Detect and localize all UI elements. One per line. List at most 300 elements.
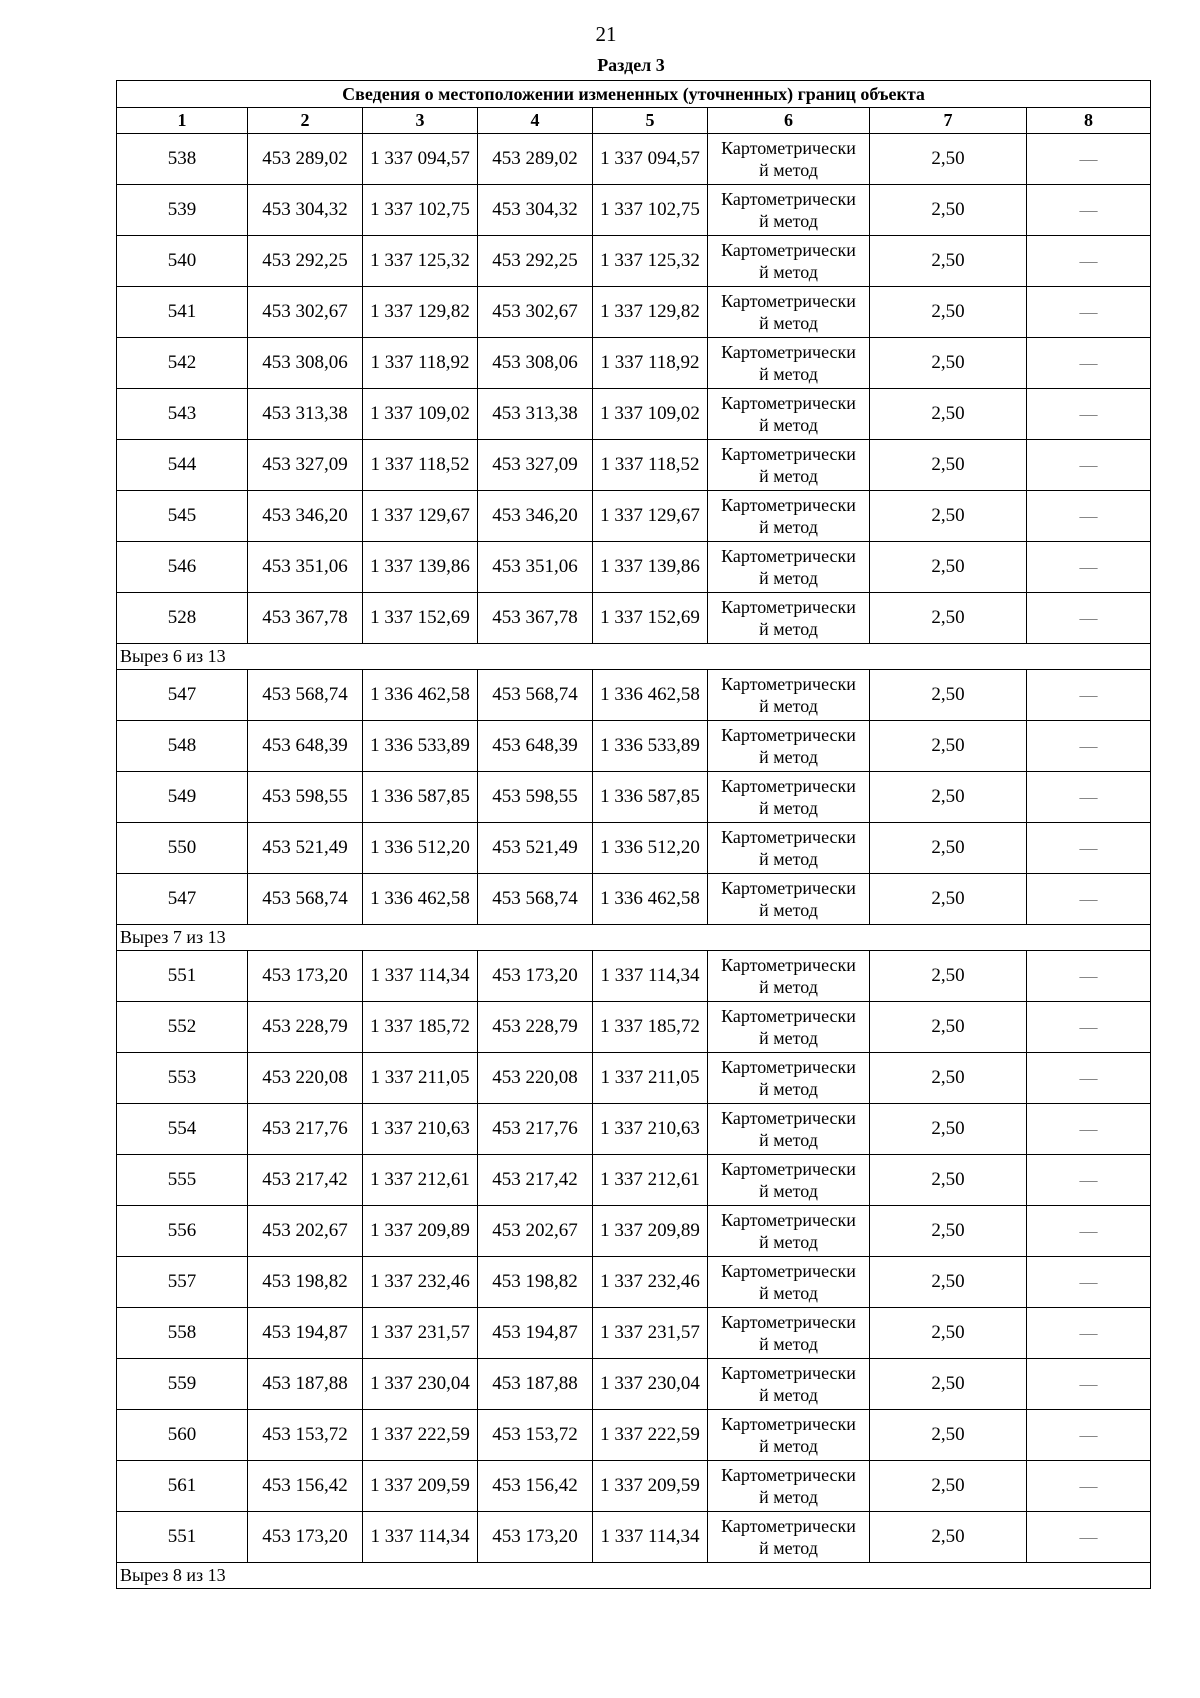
table-row <box>117 593 1151 644</box>
existing-y-cell: 1 337 209,59 <box>363 1461 478 1512</box>
point-number-cell: 555 <box>117 1155 248 1206</box>
existing-y-cell: 1 337 102,75 <box>363 185 478 236</box>
refined-y-cell: 1 337 212,61 <box>593 1155 708 1206</box>
existing-y-cell: 1 337 211,05 <box>363 1053 478 1104</box>
refined-y-cell: 1 337 209,59 <box>593 1461 708 1512</box>
refined-y-cell: 1 336 533,89 <box>593 721 708 772</box>
point-number-cell: 553 <box>117 1053 248 1104</box>
method-cell <box>708 287 870 338</box>
method-cell <box>708 1257 870 1308</box>
existing-x-cell: 453 568,74 <box>248 670 363 721</box>
accuracy-cell: 2,50 <box>870 951 1027 1002</box>
note-cell: — <box>1027 1002 1151 1053</box>
refined-y-cell: 1 337 232,46 <box>593 1257 708 1308</box>
method-line-1: Картометрически <box>721 1465 856 1485</box>
table-row <box>117 1053 1151 1104</box>
existing-x-cell: 453 304,32 <box>248 185 363 236</box>
point-number-cell: 559 <box>117 1359 248 1410</box>
existing-y-cell: 1 337 139,86 <box>363 542 478 593</box>
accuracy-cell: 2,50 <box>870 1461 1027 1512</box>
note-cell: — <box>1027 287 1151 338</box>
point-number-cell: 545 <box>117 491 248 542</box>
method-line-2: й метод <box>759 1487 818 1507</box>
method-cell <box>708 440 870 491</box>
method-line-2: й метод <box>759 696 818 716</box>
note-cell: — <box>1027 440 1151 491</box>
method-cell <box>708 491 870 542</box>
column-number: 8 <box>1027 108 1151 134</box>
method-line-1: Картометрически <box>721 1210 856 1230</box>
refined-x-cell: 453 302,67 <box>478 287 593 338</box>
refined-x-cell: 453 346,20 <box>478 491 593 542</box>
method-line-1: Картометрически <box>721 342 856 362</box>
method-line-2: й метод <box>759 1079 818 1099</box>
table-row <box>117 1257 1151 1308</box>
existing-x-cell: 453 156,42 <box>248 1461 363 1512</box>
method-line-2: й метод <box>759 1232 818 1252</box>
accuracy-cell: 2,50 <box>870 542 1027 593</box>
point-number-cell: 552 <box>117 1002 248 1053</box>
note-cell: — <box>1027 1155 1151 1206</box>
boundary-table <box>116 80 1151 1589</box>
column-number-row <box>117 108 1151 134</box>
table-row <box>117 1308 1151 1359</box>
refined-y-cell: 1 337 231,57 <box>593 1308 708 1359</box>
method-line-2: й метод <box>759 415 818 435</box>
method-line-1: Картометрически <box>721 827 856 847</box>
point-number-cell: 528 <box>117 593 248 644</box>
accuracy-cell: 2,50 <box>870 134 1027 185</box>
existing-y-cell: 1 337 118,92 <box>363 338 478 389</box>
method-cell <box>708 823 870 874</box>
refined-x-cell: 453 648,39 <box>478 721 593 772</box>
point-number-cell: 550 <box>117 823 248 874</box>
method-line-2: й метод <box>759 849 818 869</box>
method-cell <box>708 593 870 644</box>
note-cell: — <box>1027 951 1151 1002</box>
method-cell <box>708 338 870 389</box>
accuracy-cell: 2,50 <box>870 389 1027 440</box>
method-cell <box>708 1359 870 1410</box>
table-caption-row <box>117 81 1151 108</box>
note-cell: — <box>1027 1359 1151 1410</box>
cutout-row <box>117 644 1151 670</box>
column-number: 2 <box>248 108 363 134</box>
table-row <box>117 134 1151 185</box>
method-line-1: Картометрически <box>721 1261 856 1281</box>
refined-y-cell: 1 337 114,34 <box>593 951 708 1002</box>
method-line-1: Картометрически <box>721 393 856 413</box>
method-cell <box>708 1155 870 1206</box>
method-line-1: Картометрически <box>721 1006 856 1026</box>
table-row <box>117 823 1151 874</box>
refined-y-cell: 1 337 118,52 <box>593 440 708 491</box>
refined-x-cell: 453 327,09 <box>478 440 593 491</box>
table-row <box>117 1155 1151 1206</box>
method-line-2: й метод <box>759 798 818 818</box>
method-cell <box>708 1206 870 1257</box>
method-line-2: й метод <box>759 1538 818 1558</box>
point-number-cell: 551 <box>117 1512 248 1563</box>
method-cell <box>708 1002 870 1053</box>
refined-x-cell: 453 367,78 <box>478 593 593 644</box>
point-number-cell: 561 <box>117 1461 248 1512</box>
refined-x-cell: 453 217,42 <box>478 1155 593 1206</box>
existing-x-cell: 453 302,67 <box>248 287 363 338</box>
existing-x-cell: 453 173,20 <box>248 951 363 1002</box>
existing-y-cell: 1 337 129,67 <box>363 491 478 542</box>
point-number-cell: 544 <box>117 440 248 491</box>
accuracy-cell: 2,50 <box>870 1410 1027 1461</box>
method-line-2: й метод <box>759 364 818 384</box>
existing-y-cell: 1 337 118,52 <box>363 440 478 491</box>
method-line-2: й метод <box>759 977 818 997</box>
table-row <box>117 1002 1151 1053</box>
method-line-2: й метод <box>759 747 818 767</box>
table-row <box>117 1206 1151 1257</box>
accuracy-cell: 2,50 <box>870 1155 1027 1206</box>
method-line-2: й метод <box>759 313 818 333</box>
table-row <box>117 185 1151 236</box>
table-row <box>117 1359 1151 1410</box>
refined-y-cell: 1 336 512,20 <box>593 823 708 874</box>
existing-y-cell: 1 336 533,89 <box>363 721 478 772</box>
existing-x-cell: 453 292,25 <box>248 236 363 287</box>
method-cell <box>708 185 870 236</box>
existing-y-cell: 1 336 512,20 <box>363 823 478 874</box>
refined-x-cell: 453 153,72 <box>478 1410 593 1461</box>
method-cell <box>708 1053 870 1104</box>
method-cell <box>708 670 870 721</box>
existing-x-cell: 453 217,42 <box>248 1155 363 1206</box>
point-number-cell: 547 <box>117 670 248 721</box>
table-caption: Сведения о местоположении измененных (уточненных) границ объекта <box>117 81 1151 108</box>
table-row <box>117 874 1151 925</box>
note-cell: — <box>1027 236 1151 287</box>
method-cell <box>708 1461 870 1512</box>
refined-y-cell: 1 337 094,57 <box>593 134 708 185</box>
existing-y-cell: 1 336 462,58 <box>363 670 478 721</box>
existing-y-cell: 1 336 587,85 <box>363 772 478 823</box>
existing-x-cell: 453 228,79 <box>248 1002 363 1053</box>
method-line-2: й метод <box>759 466 818 486</box>
point-number-cell: 560 <box>117 1410 248 1461</box>
accuracy-cell: 2,50 <box>870 287 1027 338</box>
note-cell: — <box>1027 874 1151 925</box>
cutout-row <box>117 925 1151 951</box>
accuracy-cell: 2,50 <box>870 236 1027 287</box>
refined-x-cell: 453 308,06 <box>478 338 593 389</box>
existing-x-cell: 453 198,82 <box>248 1257 363 1308</box>
accuracy-cell: 2,50 <box>870 1206 1027 1257</box>
note-cell: — <box>1027 593 1151 644</box>
cutout-label: Вырез 6 из 13 <box>117 644 1151 670</box>
cutout-label: Вырез 8 из 13 <box>117 1563 1151 1589</box>
point-number-cell: 547 <box>117 874 248 925</box>
accuracy-cell: 2,50 <box>870 772 1027 823</box>
column-number: 3 <box>363 108 478 134</box>
method-line-1: Картометрически <box>721 444 856 464</box>
method-line-1: Картометрически <box>721 1159 856 1179</box>
existing-x-cell: 453 346,20 <box>248 491 363 542</box>
point-number-cell: 558 <box>117 1308 248 1359</box>
note-cell: — <box>1027 542 1151 593</box>
refined-x-cell: 453 198,82 <box>478 1257 593 1308</box>
accuracy-cell: 2,50 <box>870 185 1027 236</box>
method-cell <box>708 874 870 925</box>
table-row <box>117 1410 1151 1461</box>
refined-x-cell: 453 228,79 <box>478 1002 593 1053</box>
point-number-cell: 539 <box>117 185 248 236</box>
note-cell: — <box>1027 1104 1151 1155</box>
method-line-2: й метод <box>759 211 818 231</box>
method-line-1: Картометрически <box>721 291 856 311</box>
existing-x-cell: 453 568,74 <box>248 874 363 925</box>
existing-x-cell: 453 194,87 <box>248 1308 363 1359</box>
existing-x-cell: 453 313,38 <box>248 389 363 440</box>
method-line-1: Картометрически <box>721 1516 856 1536</box>
refined-y-cell: 1 337 185,72 <box>593 1002 708 1053</box>
existing-x-cell: 453 598,55 <box>248 772 363 823</box>
refined-y-cell: 1 337 209,89 <box>593 1206 708 1257</box>
existing-y-cell: 1 337 152,69 <box>363 593 478 644</box>
method-cell <box>708 389 870 440</box>
refined-x-cell: 453 568,74 <box>478 670 593 721</box>
accuracy-cell: 2,50 <box>870 1104 1027 1155</box>
existing-x-cell: 453 327,09 <box>248 440 363 491</box>
existing-x-cell: 453 648,39 <box>248 721 363 772</box>
refined-x-cell: 453 156,42 <box>478 1461 593 1512</box>
existing-x-cell: 453 220,08 <box>248 1053 363 1104</box>
point-number-cell: 557 <box>117 1257 248 1308</box>
refined-y-cell: 1 337 109,02 <box>593 389 708 440</box>
accuracy-cell: 2,50 <box>870 823 1027 874</box>
refined-y-cell: 1 337 129,67 <box>593 491 708 542</box>
refined-y-cell: 1 337 211,05 <box>593 1053 708 1104</box>
refined-y-cell: 1 337 210,63 <box>593 1104 708 1155</box>
method-line-1: Картометрически <box>721 955 856 975</box>
method-line-2: й метод <box>759 1130 818 1150</box>
method-line-2: й метод <box>759 1334 818 1354</box>
note-cell: — <box>1027 1512 1151 1563</box>
method-line-2: й метод <box>759 1028 818 1048</box>
page-number: 21 <box>595 22 617 46</box>
method-cell <box>708 772 870 823</box>
refined-x-cell: 453 187,88 <box>478 1359 593 1410</box>
point-number-cell: 542 <box>117 338 248 389</box>
existing-x-cell: 453 351,06 <box>248 542 363 593</box>
existing-x-cell: 453 289,02 <box>248 134 363 185</box>
method-cell <box>708 1410 870 1461</box>
table-row <box>117 670 1151 721</box>
refined-y-cell: 1 337 114,34 <box>593 1512 708 1563</box>
point-number-cell: 549 <box>117 772 248 823</box>
method-line-1: Картометрически <box>721 1312 856 1332</box>
refined-y-cell: 1 337 152,69 <box>593 593 708 644</box>
method-line-1: Картометрически <box>721 1108 856 1128</box>
refined-y-cell: 1 337 125,32 <box>593 236 708 287</box>
point-number-cell: 556 <box>117 1206 248 1257</box>
existing-x-cell: 453 173,20 <box>248 1512 363 1563</box>
table-row <box>117 721 1151 772</box>
table-row <box>117 491 1151 542</box>
method-line-1: Картометрически <box>721 546 856 566</box>
refined-x-cell: 453 194,87 <box>478 1308 593 1359</box>
note-cell: — <box>1027 721 1151 772</box>
note-cell: — <box>1027 1206 1151 1257</box>
refined-x-cell: 453 292,25 <box>478 236 593 287</box>
table-row <box>117 236 1151 287</box>
table-row <box>117 287 1151 338</box>
note-cell: — <box>1027 1410 1151 1461</box>
refined-y-cell: 1 337 118,92 <box>593 338 708 389</box>
method-line-1: Картометрически <box>721 776 856 796</box>
refined-x-cell: 453 220,08 <box>478 1053 593 1104</box>
method-line-2: й метод <box>759 262 818 282</box>
method-cell <box>708 134 870 185</box>
table-row <box>117 338 1151 389</box>
accuracy-cell: 2,50 <box>870 593 1027 644</box>
existing-y-cell: 1 337 114,34 <box>363 951 478 1002</box>
table-row <box>117 542 1151 593</box>
refined-x-cell: 453 173,20 <box>478 951 593 1002</box>
refined-x-cell: 453 568,74 <box>478 874 593 925</box>
method-cell <box>708 1308 870 1359</box>
method-line-1: Картометрически <box>721 240 856 260</box>
note-cell: — <box>1027 772 1151 823</box>
method-line-1: Картометрически <box>721 597 856 617</box>
note-cell: — <box>1027 670 1151 721</box>
accuracy-cell: 2,50 <box>870 1308 1027 1359</box>
method-line-1: Картометрически <box>721 495 856 515</box>
method-line-2: й метод <box>759 568 818 588</box>
method-cell <box>708 542 870 593</box>
accuracy-cell: 2,50 <box>870 1002 1027 1053</box>
accuracy-cell: 2,50 <box>870 1053 1027 1104</box>
accuracy-cell: 2,50 <box>870 338 1027 389</box>
note-cell: — <box>1027 823 1151 874</box>
method-line-1: Картометрически <box>721 725 856 745</box>
table-row <box>117 1104 1151 1155</box>
point-number-cell: 543 <box>117 389 248 440</box>
accuracy-cell: 2,50 <box>870 1257 1027 1308</box>
method-cell <box>708 1104 870 1155</box>
note-cell: — <box>1027 1308 1151 1359</box>
table-row <box>117 1512 1151 1563</box>
note-cell: — <box>1027 1257 1151 1308</box>
method-cell <box>708 1512 870 1563</box>
existing-x-cell: 453 367,78 <box>248 593 363 644</box>
existing-x-cell: 453 217,76 <box>248 1104 363 1155</box>
method-line-1: Картометрически <box>721 1414 856 1434</box>
note-cell: — <box>1027 134 1151 185</box>
refined-y-cell: 1 337 230,04 <box>593 1359 708 1410</box>
table-row <box>117 951 1151 1002</box>
refined-x-cell: 453 351,06 <box>478 542 593 593</box>
accuracy-cell: 2,50 <box>870 670 1027 721</box>
point-number-cell: 538 <box>117 134 248 185</box>
refined-x-cell: 453 521,49 <box>478 823 593 874</box>
column-number: 5 <box>593 108 708 134</box>
existing-y-cell: 1 337 210,63 <box>363 1104 478 1155</box>
method-line-2: й метод <box>759 1283 818 1303</box>
note-cell: — <box>1027 338 1151 389</box>
method-line-2: й метод <box>759 619 818 639</box>
method-line-2: й метод <box>759 517 818 537</box>
point-number-cell: 546 <box>117 542 248 593</box>
method-line-2: й метод <box>759 160 818 180</box>
column-number: 4 <box>478 108 593 134</box>
method-line-2: й метод <box>759 1436 818 1456</box>
method-line-2: й метод <box>759 1181 818 1201</box>
point-number-cell: 541 <box>117 287 248 338</box>
existing-y-cell: 1 336 462,58 <box>363 874 478 925</box>
table-row <box>117 772 1151 823</box>
refined-y-cell: 1 336 462,58 <box>593 670 708 721</box>
accuracy-cell: 2,50 <box>870 1359 1027 1410</box>
cutout-row <box>117 1563 1151 1589</box>
method-line-1: Картометрически <box>721 674 856 694</box>
cutout-label: Вырез 7 из 13 <box>117 925 1151 951</box>
refined-x-cell: 453 289,02 <box>478 134 593 185</box>
existing-y-cell: 1 337 209,89 <box>363 1206 478 1257</box>
refined-x-cell: 453 313,38 <box>478 389 593 440</box>
point-number-cell: 554 <box>117 1104 248 1155</box>
accuracy-cell: 2,50 <box>870 1512 1027 1563</box>
note-cell: — <box>1027 1461 1151 1512</box>
existing-y-cell: 1 337 230,04 <box>363 1359 478 1410</box>
refined-y-cell: 1 336 587,85 <box>593 772 708 823</box>
note-cell: — <box>1027 185 1151 236</box>
refined-x-cell: 453 598,55 <box>478 772 593 823</box>
method-line-2: й метод <box>759 1385 818 1405</box>
table-row <box>117 440 1151 491</box>
refined-x-cell: 453 217,76 <box>478 1104 593 1155</box>
existing-y-cell: 1 337 232,46 <box>363 1257 478 1308</box>
column-number: 7 <box>870 108 1027 134</box>
existing-x-cell: 453 202,67 <box>248 1206 363 1257</box>
refined-y-cell: 1 337 222,59 <box>593 1410 708 1461</box>
accuracy-cell: 2,50 <box>870 874 1027 925</box>
refined-y-cell: 1 337 102,75 <box>593 185 708 236</box>
point-number-cell: 548 <box>117 721 248 772</box>
method-cell <box>708 236 870 287</box>
method-cell <box>708 721 870 772</box>
existing-y-cell: 1 337 231,57 <box>363 1308 478 1359</box>
method-cell <box>708 951 870 1002</box>
existing-y-cell: 1 337 222,59 <box>363 1410 478 1461</box>
existing-x-cell: 453 187,88 <box>248 1359 363 1410</box>
note-cell: — <box>1027 389 1151 440</box>
existing-x-cell: 453 153,72 <box>248 1410 363 1461</box>
table-row <box>117 1461 1151 1512</box>
column-number: 1 <box>117 108 248 134</box>
table-row <box>117 389 1151 440</box>
method-line-1: Картометрически <box>721 878 856 898</box>
point-number-cell: 540 <box>117 236 248 287</box>
existing-y-cell: 1 337 114,34 <box>363 1512 478 1563</box>
existing-x-cell: 453 308,06 <box>248 338 363 389</box>
existing-y-cell: 1 337 129,82 <box>363 287 478 338</box>
refined-y-cell: 1 336 462,58 <box>593 874 708 925</box>
accuracy-cell: 2,50 <box>870 721 1027 772</box>
existing-y-cell: 1 337 125,32 <box>363 236 478 287</box>
note-cell: — <box>1027 491 1151 542</box>
method-line-2: й метод <box>759 900 818 920</box>
existing-x-cell: 453 521,49 <box>248 823 363 874</box>
method-line-1: Картометрически <box>721 1057 856 1077</box>
existing-y-cell: 1 337 212,61 <box>363 1155 478 1206</box>
